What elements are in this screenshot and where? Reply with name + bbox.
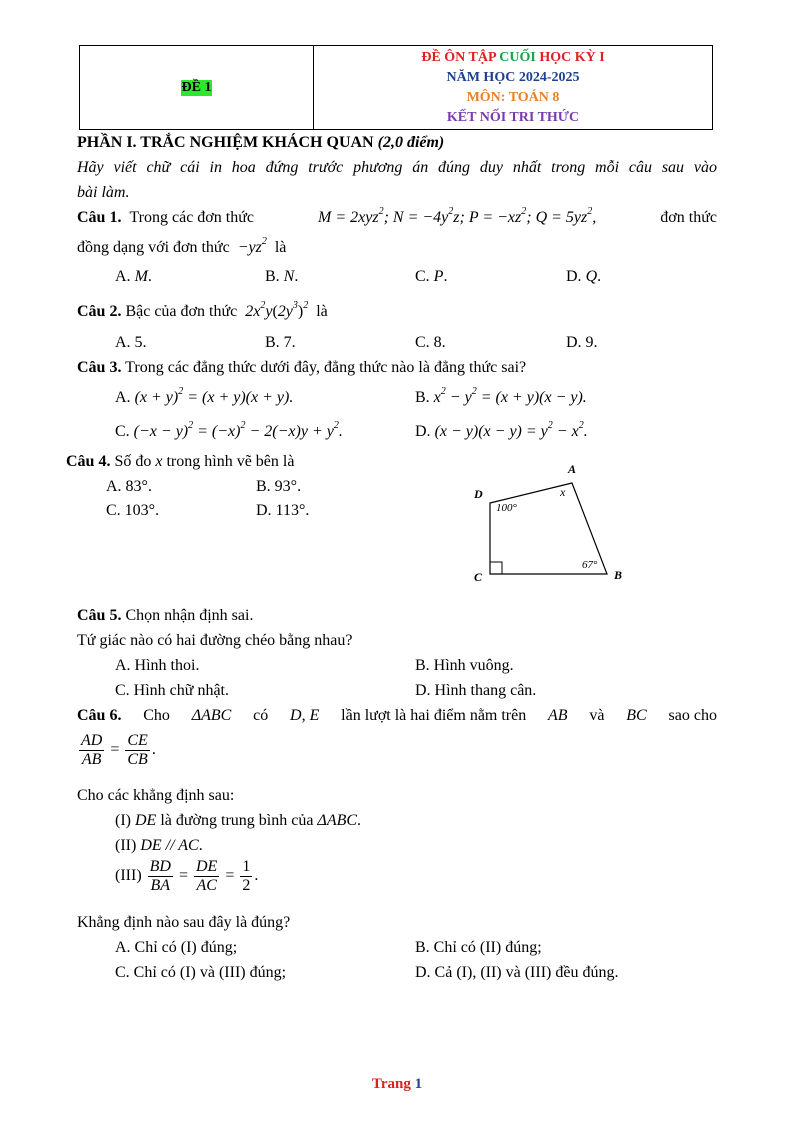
- q1-text: Trong các đơn thức: [129, 209, 254, 226]
- angle-x-label: x: [560, 485, 566, 499]
- fraction-one-half: $\frac{1}{2}$: [242, 858, 251, 894]
- q6-intro: Cho các khẳng định sau:: [77, 787, 235, 804]
- q6-text-4: và: [589, 707, 605, 724]
- q6-label: Câu 6.: [77, 707, 122, 724]
- option-letter: C.: [115, 423, 130, 440]
- q1-text-c: đồng dạng với đơn thức: [77, 239, 230, 256]
- q4-label: Câu 4.: [66, 453, 111, 470]
- q4-stem: [66, 452, 294, 472]
- q4-text-end: trong hình vẽ bên là: [166, 453, 295, 470]
- q4-option-c[interactable]: C. 103°.: [106, 502, 160, 519]
- q1-option-d[interactable]: D. Q.: [566, 268, 602, 285]
- q1-label: Câu 1.: [77, 209, 122, 226]
- q2-option-b[interactable]: B. 7.: [265, 334, 296, 351]
- q3-option-b[interactable]: [415, 388, 587, 408]
- statement-label: (I): [115, 812, 131, 829]
- q2-option-d[interactable]: D. 9.: [566, 334, 598, 351]
- option-value: M: [134, 268, 148, 285]
- q1-stem: [77, 208, 717, 228]
- fraction-bd-ba: $\frac{BD}{BA}$: [149, 858, 171, 894]
- q1-stem-2: [77, 238, 286, 258]
- q4-variable: x: [155, 453, 163, 470]
- q3-label: Câu 3.: [77, 359, 122, 376]
- q1-option-a[interactable]: A. M.: [115, 268, 152, 285]
- q4-option-a[interactable]: A. 83°.: [106, 478, 152, 495]
- q3-a-formula: $(x + y)^2 = (x + y)(x + y)$.: [134, 386, 294, 406]
- q3-b-formula: $x^2 - y^2 = (x + y)(x - y)$.: [433, 386, 587, 406]
- fraction-ad-ab: $\frac{AD}{AB}$: [81, 732, 103, 768]
- page-footer: [0, 1076, 794, 1093]
- q6-text-3: lần lượt là hai điểm nằm trên: [341, 707, 527, 724]
- exam-title-cell: [314, 46, 712, 129]
- angle-d-label: 100°: [496, 502, 517, 514]
- header-table: [79, 45, 713, 130]
- subject: MÔN: TOÁN 8: [466, 89, 560, 105]
- q3-option-c[interactable]: [115, 422, 343, 442]
- statement-label: (III): [115, 867, 142, 885]
- section-title: PHẦN I. TRẮC NGHIỆM KHÁCH QUAN: [77, 134, 374, 151]
- section-heading: [77, 133, 444, 153]
- vertex-d-label: D: [474, 487, 483, 501]
- vertex-b-label: B: [614, 568, 623, 582]
- q2-option-c[interactable]: C. 8.: [415, 334, 446, 351]
- option-value: P: [433, 268, 444, 285]
- option-letter: C.: [415, 268, 434, 285]
- q3-text: Trong các đẳng thức dưới đây, đẳng thức nào là đẳng thức sai?: [125, 359, 527, 376]
- vertex-a-label: A: [568, 462, 577, 476]
- q6-text: Cho: [143, 707, 170, 724]
- q6-triangle: ΔABC: [191, 707, 232, 724]
- textbook-series: KẾT NỐI TRI THỨC: [446, 109, 580, 125]
- q5-subquestion: Tứ giác nào có hai đường chéo bằng nhau?: [77, 632, 353, 649]
- q6-statement-ii: (II) DE // AC.: [115, 837, 203, 854]
- q1-text-d: là: [274, 239, 287, 256]
- fraction-ce-cb: $\frac{CE}{CB}$: [127, 732, 148, 768]
- q1-monomials: M = 2xyz$^2$; $N = -4y^2z$; $P = -xz^2$; $Q = 5yz^2$,: [318, 206, 597, 226]
- fraction-de-ac: $\frac{DE}{AC}$: [196, 858, 218, 894]
- option-letter: B.: [265, 268, 284, 285]
- q6-option-a[interactable]: A. Chỉ có (I) đúng;: [115, 939, 238, 956]
- q2-text: Bậc của đơn thức: [125, 303, 238, 320]
- q1-option-b[interactable]: B. N.: [265, 268, 299, 285]
- q6-option-d[interactable]: D. Cả (I), (II) và (III) đều đúng.: [415, 964, 619, 981]
- school-year: NĂM HỌC 2024-2025: [446, 69, 580, 85]
- q5-option-a[interactable]: A. Hình thoi.: [115, 657, 200, 674]
- q6-statement-i: (I) DE là đường trung bình của ΔABC.: [115, 812, 362, 829]
- q5-label: Câu 5.: [77, 607, 122, 624]
- q3-c-formula: $(-x - y)^2 = (-x)^2 - 2(-x)y + y^2$.: [133, 420, 343, 440]
- q5-option-b[interactable]: B. Hình vuông.: [415, 657, 514, 674]
- q3-option-a[interactable]: [115, 388, 293, 408]
- q6-option-b[interactable]: B. Chỉ có (II) đúng;: [415, 939, 542, 956]
- q6-segment-bc: BC: [626, 707, 647, 724]
- page-label: Trang: [371, 1076, 411, 1092]
- q6-text-2: có: [253, 707, 269, 724]
- q6-statement-iii: (III) $\frac{BD}{BA}$ = $\frac{DE}{AC}$ = $\frac{1}{2}$ .: [115, 858, 259, 894]
- q1-text-b: đơn thức: [660, 209, 717, 226]
- q5-text: Chọn nhận định sai.: [125, 607, 254, 624]
- q6-ratio-condition: $\frac{AD}{AB}$ = $\frac{CE}{CB}$ .: [81, 732, 156, 768]
- statement-label: (II): [115, 837, 137, 854]
- option-letter: D.: [415, 423, 431, 440]
- exam-number-cell: [80, 46, 314, 129]
- q2-text-end: là: [316, 303, 328, 320]
- title-part-a: ĐỀ ÔN TẬP: [421, 49, 500, 65]
- exam-number: ĐỀ 1: [181, 79, 212, 95]
- option-letter: A.: [115, 268, 135, 285]
- option-letter: D.: [566, 268, 586, 285]
- q3-d-formula: $(x - y)(x - y) = y^2 - x^2$.: [434, 420, 588, 440]
- q4-text: Số đo: [114, 453, 152, 470]
- q6-stem: [77, 706, 717, 726]
- q1-option-c[interactable]: C. P.: [415, 268, 448, 285]
- page-number: 1: [414, 1076, 423, 1092]
- instruction-line-2: bài làm.: [77, 184, 130, 201]
- section-points: (2,0 điểm): [373, 134, 445, 151]
- q2-option-a[interactable]: A. 5.: [115, 334, 147, 351]
- q5-option-c[interactable]: C. Hình chữ nhật.: [115, 682, 229, 699]
- quadrilateral-figure: [460, 455, 640, 590]
- q2-label: Câu 2.: [77, 303, 122, 320]
- q6-question: Khẳng định nào sau đây là đúng?: [77, 914, 291, 931]
- q1-target-monomial: $-yz^2$: [237, 236, 267, 256]
- q3-option-d[interactable]: [415, 422, 588, 442]
- vertex-c-label: C: [474, 570, 483, 584]
- title-part-c: HỌC KỲ I: [535, 49, 605, 65]
- q6-points: D, E: [290, 707, 320, 724]
- q6-text-5: sao cho: [668, 707, 717, 724]
- q5-stem: [77, 606, 253, 626]
- q6-option-c[interactable]: C. Chỉ có (I) và (III) đúng;: [115, 964, 287, 981]
- title-part-b: CUỐI: [499, 49, 536, 65]
- option-letter: A.: [115, 389, 131, 406]
- right-angle-mark: [490, 562, 502, 574]
- option-value: Q: [585, 268, 598, 285]
- q2-stem: [77, 302, 328, 322]
- q4-option-d[interactable]: D. 113°.: [256, 502, 310, 519]
- q6-segment-ab: AB: [548, 707, 568, 724]
- option-value: N: [283, 268, 295, 285]
- q5-option-d[interactable]: D. Hình thang cân.: [415, 682, 537, 699]
- option-letter: B.: [415, 389, 430, 406]
- q3-stem: [77, 358, 526, 378]
- statement-text: là đường trung bình của: [160, 812, 314, 829]
- q4-option-b[interactable]: B. 93°.: [256, 478, 302, 495]
- q2-monomial: $2x^2y(2y^3)^2$: [245, 300, 309, 320]
- angle-b-label: 67°: [582, 559, 598, 571]
- exam-title-line1: [421, 48, 604, 68]
- instruction-line-1: Hãy viết chữ cái in hoa đứng trước phương án đúng duy nhất trong mỗi câu sau vào: [77, 159, 717, 176]
